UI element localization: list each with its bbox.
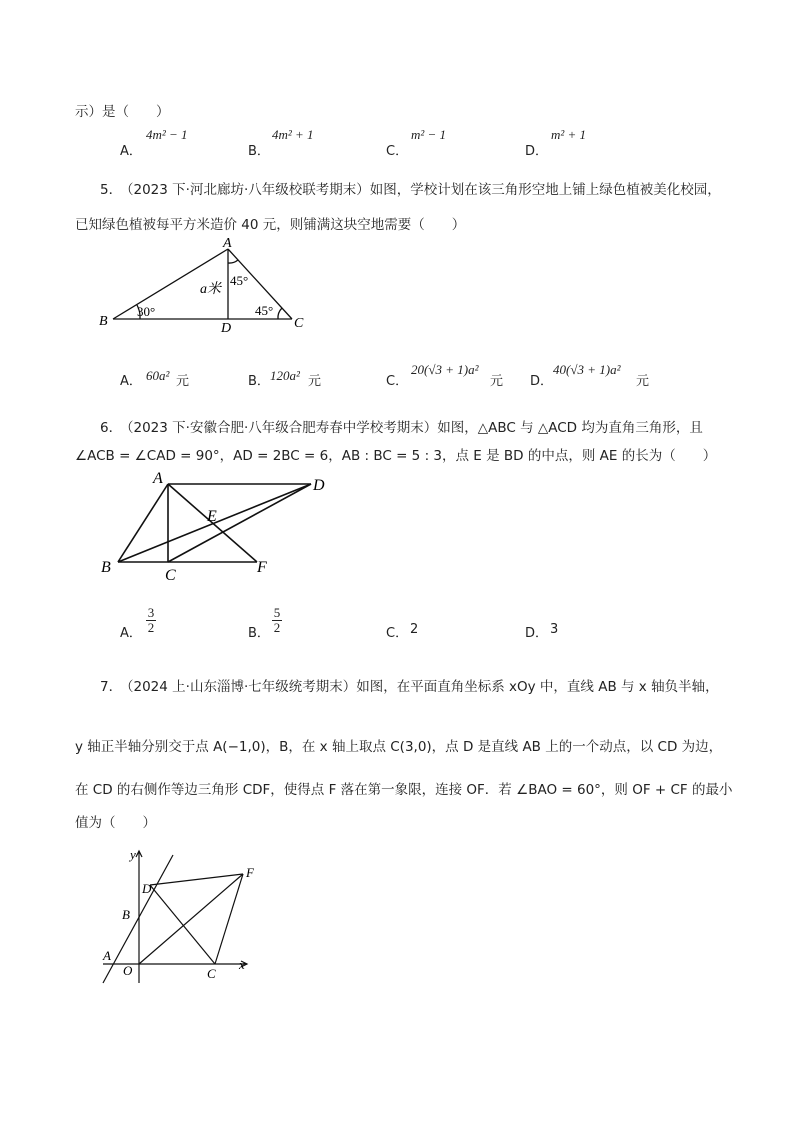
q6-label-a: A — [153, 470, 163, 487]
q7-side-df — [150, 874, 243, 885]
q6-option-d-letter: D． — [525, 626, 549, 641]
q5-label-angle-a: 45° — [230, 273, 249, 288]
q7-label-a: A — [103, 948, 111, 963]
q6-label-f: F — [257, 559, 267, 576]
q4-option-a-value: 4m² − 1 — [146, 127, 188, 142]
q6-option-a-denominator: 2 — [147, 620, 155, 635]
q5-option-c-value: 20(√3 + 1)a² — [411, 362, 479, 377]
q6-option-a-fraction — [146, 606, 156, 635]
q7-stem-line3: 在 CD 的右侧作等边三角形 CDF，使得点 F 落在第一象限，连接 OF．若 ∠BAO = 60°，则 OF + CF 的最小 — [75, 782, 733, 798]
q5-angle-a-arc — [228, 260, 238, 263]
q5-number: 5． — [100, 182, 123, 198]
q6-option-d-value: 3 — [550, 622, 559, 637]
q6-label-e: E — [207, 508, 217, 525]
q5-label-height: a米 — [200, 282, 221, 297]
q5-label-d: D — [221, 321, 232, 335]
q6-side-ab — [118, 484, 168, 562]
q7-label-x: x — [239, 957, 245, 972]
q5-option-a-unit: 元 — [176, 374, 190, 389]
q5-option-c-letter: C． — [386, 374, 409, 389]
q4-option-a-letter: A． — [120, 144, 142, 159]
q7-label-c: C — [207, 966, 216, 981]
q6-number: 6． — [100, 420, 123, 436]
q6-label-b: B — [101, 559, 111, 576]
q7-label-b: B — [122, 907, 130, 922]
q7-label-o: O — [123, 963, 133, 978]
q5-option-d-unit: 元 — [636, 374, 650, 389]
q5-option-b-value: 120a² — [270, 368, 300, 383]
q6-option-b-numerator: 5 — [273, 605, 281, 620]
q7-coordinate-figure — [95, 845, 265, 990]
q7-stem-line4: 值为（ ） — [75, 815, 156, 831]
q7-number: 7． — [100, 679, 123, 695]
q5-stem-line2: 已知绿色植被每平方米造价 40 元，则铺满这块空地需要（ ） — [75, 217, 466, 233]
q6-option-b-denominator: 2 — [273, 620, 281, 635]
q5-option-b-unit: 元 — [308, 374, 322, 389]
q5-label-angle-b: 30° — [137, 304, 156, 319]
q5-angle-c-arc — [278, 308, 282, 319]
q4-option-b-letter: B． — [248, 144, 270, 159]
q6-side-cd — [168, 484, 311, 562]
q6-option-c-letter: C． — [386, 626, 409, 641]
q5-option-d-letter: D． — [530, 374, 554, 389]
q7-label-y: y — [130, 847, 136, 862]
q4-option-d-letter: D． — [525, 144, 549, 159]
q5-triangle-figure — [95, 235, 315, 335]
q4-option-c-value: m² − 1 — [411, 127, 447, 142]
q5-option-a-value: 60a² — [146, 368, 170, 383]
q7-stem-line1: （2024 上·山东淄博·七年级统考期末）如图，在平面直角坐标系 xOy 中，直线 AB 与 x 轴负半轴， — [120, 679, 719, 695]
q5-stem-line1: （2023 下·河北廊坊·八年级校联考期末）如图，学校计划在该三角形空地上铺上绿色植被美化校园， — [120, 182, 721, 198]
q5-label-a: A — [223, 236, 232, 251]
q6-triangle-figure — [95, 465, 345, 580]
q6-option-b-fraction — [272, 606, 282, 635]
q7-label-d: D — [142, 881, 152, 896]
q7-label-f: F — [246, 865, 254, 880]
q5-option-d-value: 40(√3 + 1)a² — [553, 362, 621, 377]
q6-option-b-letter: B． — [248, 626, 270, 641]
q4-option-c-letter: C． — [386, 144, 409, 159]
q7-side-cf — [215, 874, 243, 964]
q7-stem-line2: y 轴正半轴分别交于点 A(−1,0)，B，在 x 轴上取点 C(3,0)，点 D 是直线 AB 上的一个动点，以 CD 为边， — [75, 739, 723, 755]
q6-label-c: C — [165, 567, 176, 580]
q6-option-a-letter: A． — [120, 626, 142, 641]
q5-option-b-letter: B． — [248, 374, 270, 389]
q5-label-b: B — [99, 314, 108, 329]
q4-option-b-value: 4m² + 1 — [272, 127, 314, 142]
q5-label-angle-c: 45° — [255, 303, 274, 318]
q6-stem-line2: ∠ACB = ∠CAD = 90°，AD = 2BC = 6，AB : BC = 5 : 3，点 E 是 BD 的中点，则 AE 的长为（ ） — [75, 448, 717, 464]
q6-option-c-value: 2 — [410, 622, 419, 637]
q6-option-a-numerator: 3 — [147, 605, 155, 620]
q6-stem-line1: （2023 下·安徽合肥·八年级合肥寿春中学校考期末）如图，△ABC 与 △ACD 均为直角三角形，且 — [120, 420, 703, 436]
q4-tail-text: 示）是（ ） — [75, 104, 170, 120]
q7-side-dc — [150, 885, 215, 964]
q4-option-d-value: m² + 1 — [551, 127, 587, 142]
q6-label-d: D — [313, 477, 325, 494]
q5-option-c-unit: 元 — [490, 374, 504, 389]
q5-label-c: C — [294, 316, 304, 331]
q5-option-a-letter: A． — [120, 374, 142, 389]
